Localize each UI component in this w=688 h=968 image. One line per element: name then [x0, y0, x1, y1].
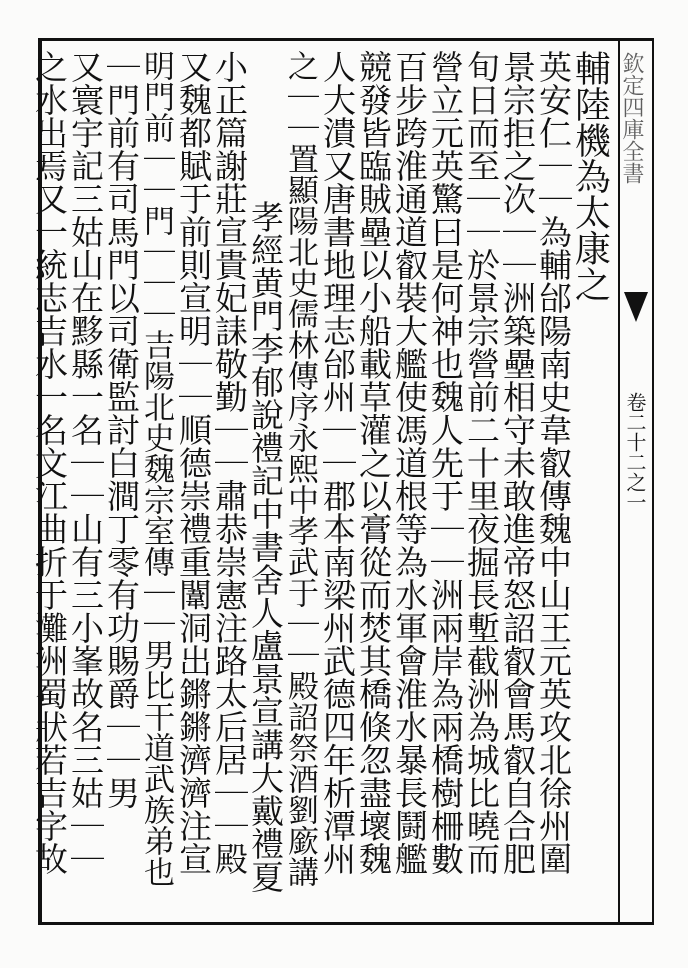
column-text: 孝經黄門李郁說禮記中書舍人盧景宣講大戴禮夏	[246, 200, 285, 893]
column-text: 輔陸機為太康之	[569, 50, 611, 302]
text-column	[28, 50, 80, 918]
column-text: 營立元英驚曰是何神也魏人先于｜｜洲兩岸為兩橋樹柵數	[426, 50, 465, 875]
text-columns	[30, 50, 618, 920]
column-text: 明門前｜｜門｜｜｜吉陽北史魏宗室傳｜｜男比干道武族弟也	[138, 50, 174, 887]
column-text: 小正篇謝莊宣貴妃誄敬勤｜｜肅恭崇憲注路太后居｜｜殿	[210, 50, 249, 875]
margin-chapter-label: 卷二十二之一	[623, 392, 647, 512]
column-text: 英安仁｜｜為輔邰陽南史韋叡傳魏中山王元英攻北徐州圍	[534, 50, 573, 875]
column-text: 百步跨淮通道叡裝大艦使馮道根等為水軍會淮水暴長鬪艦	[390, 50, 429, 875]
top-border	[40, 38, 654, 41]
column-text: 之｜｜置顯陽北史儒林傳序永熙中孝武于｜｜殿詔祭酒劉廞講	[282, 50, 318, 887]
column-text: ｜門前有司馬門以司衛監討白澗丁零有功賜爵｜｜男	[102, 50, 141, 809]
column-text: 景宗拒之次｜｜洲築壘相守未敢進帝怒詔叡會馬叡自合肥	[498, 50, 537, 875]
column-text: 之水出焉又一統志吉水一名文江曲折于灘洲蜀狀若吉字故	[30, 50, 69, 875]
right-border	[652, 38, 654, 925]
column-text: 旬日而至｜｜於景宗營前二十里夜掘長塹截洲為城比曉而	[462, 50, 501, 875]
column-text: 又寰宇記三姑山在黟縣一名｜｜山有三小峯故名三姑｜｜	[66, 50, 105, 875]
fish-tail-mark-icon	[624, 292, 648, 322]
column-text: 競發皆臨賊壘以小船載草灌之以膏從而焚其橋倏忽盡壞魏	[354, 50, 393, 875]
column-text: 人大潰又唐書地理志邰州｜｜郡本南梁州武德四年析潭州	[318, 50, 357, 875]
bottom-border	[40, 922, 654, 925]
margin-book-title: 欽定四庫全書	[619, 52, 644, 184]
column-text: 又魏都賦于前則宣明｜｜順德崇禮重闈洞出鏘鏘濟濟注宣	[174, 50, 213, 875]
